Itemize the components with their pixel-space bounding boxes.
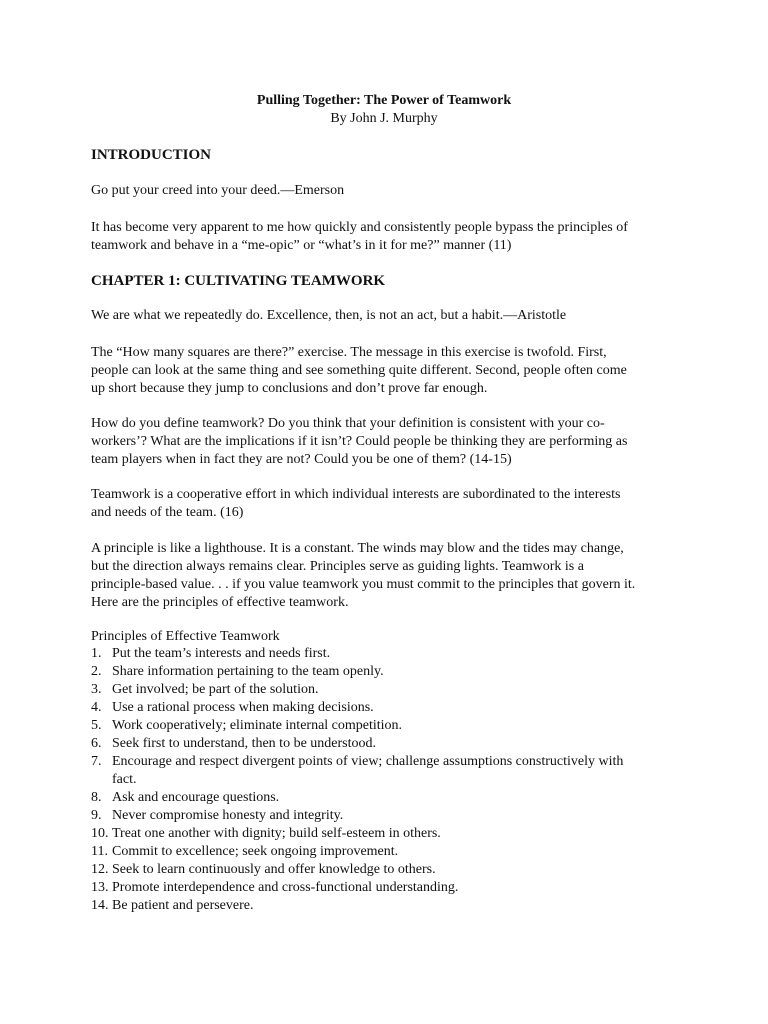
introduction-paragraph [91,219,691,255]
list-item-number: 10. [91,826,109,841]
document-title: Pulling Together: The Power of Teamwork [256,93,512,108]
introduction-heading: INTRODUCTION [91,147,212,163]
list-item [91,843,691,861]
paragraph-line: team players when in fact they are not? Could you be one of them? (14-15) [91,452,512,467]
paragraph-line: teamwork and behave in a “me-opic” or “what’s in it for me?” manner (11) [91,238,512,253]
list-item [91,879,691,897]
document-byline: By John J. Murphy [330,111,438,126]
paragraph-line: people can look at the same thing and see something quite different. Second, people often come [91,363,627,378]
list-item-number: 4. [91,700,102,715]
list-item [91,699,691,717]
chapter1-paragraph-define [91,415,691,469]
list-item-number: 12. [91,862,109,877]
list-item-text: Never compromise honesty and integrity. [112,808,344,823]
list-item-number: 13. [91,880,109,895]
list-item-number: 14. [91,898,109,913]
list-item-text: Treat one another with dignity; build self-esteem in others. [112,826,441,841]
list-item [91,897,691,915]
list-item-number: 5. [91,718,102,733]
principles-list [91,645,691,915]
list-item [91,753,691,789]
list-item-text: Be patient and persevere. [112,898,254,913]
paragraph-line: workers’? What are the implications if it isn’t? Could people be thinking they are performing as [91,434,628,449]
list-item [91,735,691,753]
list-item-text: Promote interdependence and cross-functional understanding. [112,880,459,895]
list-item-text: Get involved; be part of the solution. [112,682,319,697]
list-item-number: 2. [91,664,102,679]
chapter1-paragraph-definition [91,486,691,522]
list-item-text: Share information pertaining to the team openly. [112,664,384,679]
list-item-text-continued: fact. [112,772,137,787]
paragraph-line: up short because they jump to conclusions and don’t prove far enough. [91,381,488,396]
list-item [91,789,691,807]
list-item-number: 3. [91,682,102,697]
list-item-number: 6. [91,736,102,751]
paragraph-line: principle-based value. . . if you value teamwork you must commit to the principles that govern it. [91,577,636,592]
list-item-text: Encourage and respect divergent points of view; challenge assumptions constructively with [112,754,624,769]
list-item-number: 8. [91,790,102,805]
paragraph-line: and needs of the team. (16) [91,505,244,520]
paragraph-line: Here are the principles of effective teamwork. [91,595,349,610]
paragraph-line: Teamwork is a cooperative effort in which individual interests are subordinated to the interests [91,487,621,502]
list-item [91,645,691,663]
list-item-text: Seek to learn continuously and offer knowledge to others. [112,862,436,877]
list-item-text: Ask and encourage questions. [112,790,280,805]
paragraph-line: but the direction always remains clear. Principles serve as guiding lights. Teamwork is a [91,559,584,574]
list-item [91,807,691,825]
list-item-text: Work cooperatively; eliminate internal competition. [112,718,403,733]
list-item-number: 1. [91,646,102,661]
paragraph-line: How do you define teamwork? Do you think that your definition is consistent with your co- [91,416,605,431]
chapter1-heading: CHAPTER 1: CULTIVATING TEAMWORK [91,273,386,289]
list-item [91,825,691,843]
list-item [91,861,691,879]
paragraph-line: A principle is like a lighthouse. It is a constant. The winds may blow and the tides may change, [91,541,624,556]
list-item-text: Put the team’s interests and needs first. [112,646,331,661]
paragraph-line: The “How many squares are there?” exercise. The message in this exercise is twofold. First, [91,345,607,360]
introduction-quote: Go put your creed into your deed.—Emerson [91,183,345,198]
list-item-text: Seek first to understand, then to be understood. [112,736,377,751]
list-item [91,663,691,681]
chapter1-paragraph-lighthouse [91,540,691,612]
chapter1-quote: We are what we repeatedly do. Excellence, then, is not an act, but a habit.—Aristotle [91,308,567,323]
list-item-text: Commit to excellence; seek ongoing improvement. [112,844,399,859]
list-item-number: 7. [91,754,102,769]
chapter1-paragraph-exercise [91,344,691,398]
list-item [91,681,691,699]
list-item-number: 9. [91,808,102,823]
list-item-number: 11. [91,844,108,859]
list-item-text: Use a rational process when making decisions. [112,700,374,715]
paragraph-line: It has become very apparent to me how quickly and consistently people bypass the principles of [91,220,628,235]
principles-heading: Principles of Effective Teamwork [91,629,280,644]
list-item [91,717,691,735]
